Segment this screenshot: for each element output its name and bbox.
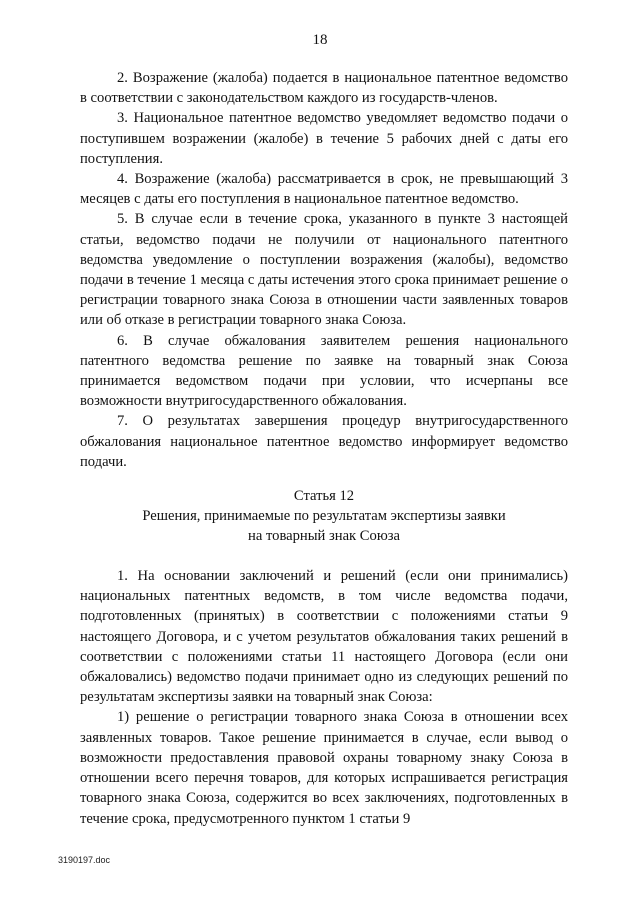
page-number: 18	[312, 32, 328, 48]
paragraph-4: 4. Возражение (жалоба) рассматривается в срок, не превышающий 3 месяцев с даты его поступления в национальное патентное ведомство.	[80, 171, 568, 208]
article-subparagraph-1: 1) решение о регистрации товарного знака Союза в отношении всех заявленных товаров. Такое решение принимается в случае, если вывод о возможности предоставления правовой охраны товарному знаку Союза в отношении всего перечня товаров, для которых испрашивается регистрация товарного знака Союза, содержится во всех заключениях, подготовленных в течение срока, предусмотренного пунктом 1 статьи 9	[80, 709, 568, 827]
footer-filename: 3190197.doc	[58, 855, 111, 865]
paragraph-3: 3. Национальное патентное ведомство уведомляет ведомство подачи о поступившем возражении (жалобе) в течение 5 рабочих дней с даты его поступления.	[80, 110, 568, 167]
paragraph-2: 2. Возражение (жалоба) подается в национальное патентное ведомство в соответствии с законодательством каждого из государств-членов.	[80, 70, 568, 107]
article-heading	[80, 486, 568, 546]
article-number: Статья 12	[293, 488, 355, 505]
document-body	[80, 68, 568, 829]
article-title-line-2: на товарный знак Союза	[248, 528, 400, 545]
article-paragraph-1: 1. На основании заключений и решений (если они принимались) национальных патентных ведомств, в том числе ведомства подачи, подготовленных (принятых) в соответствии с положениями статьи 9 настоящего Договора, и с учетом результатов обжалования таких решений в соответствии с положениями статьи 11 настоящего Договора (если они обжаловались) ведомство подачи принимает одно из следующих решений по результатам экспертизы заявки на товарный знак Союза:	[80, 568, 568, 706]
paragraph-7: 7. О результатах завершения процедур внутригосударственного обжалования национальное патентное ведомство информирует ведомство подачи.	[80, 413, 568, 470]
paragraph-5: 5. В случае если в течение срока, указанного в пункте 3 настоящей статьи, ведомство подачи не получили от национального патентного ведомства уведомление о поступлении возражения (жалобы), ведомство подачи в течение 1 месяца с даты истечения этого срока принимает решение о регистрации товарного знака Союза в отношении части заявленных товаров или об отказе в регистрации товарного знака Союза.	[80, 211, 568, 329]
paragraph-6: 6. В случае обжалования заявителем решения национального патентного ведомства решение по заявке на товарный знак Союза принимается ведомством подачи при условии, что исчерпаны все возможности внутригосударственного обжалования.	[80, 332, 568, 410]
article-title-line-1: Решения, принимаемые по результатам экспертизы заявки	[142, 508, 506, 525]
